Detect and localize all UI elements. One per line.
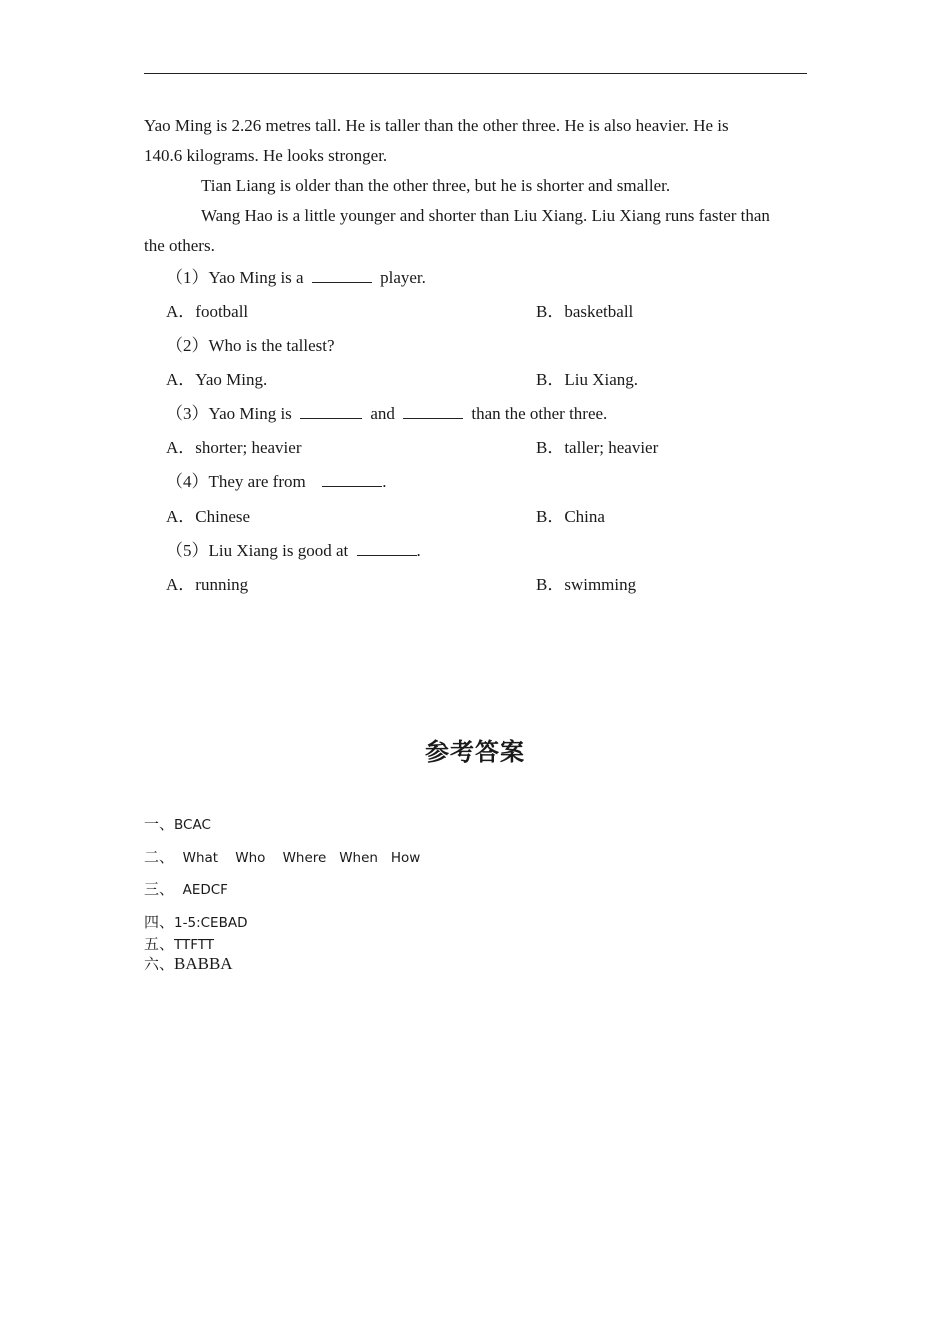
question-text-post: .: [382, 472, 387, 491]
answer-prefix: 三、: [144, 880, 175, 898]
option-a: A．running: [166, 575, 249, 594]
question-text-post: than the other three.: [467, 404, 608, 423]
answer-prefix: 二、: [144, 848, 175, 866]
answer-blank: [300, 404, 362, 419]
passage-line-5: the others.: [144, 236, 215, 255]
passage-line-4: Wang Hao is a little younger and shorter than Liu Xiang. Liu Xiang runs faster than: [201, 206, 770, 225]
option-a: A．Chinese: [166, 507, 251, 526]
answer-prefix: 一、: [144, 815, 175, 833]
passage-line-1: Yao Ming is 2.26 metres tall. He is taller than the other three. He is also heavier. He is: [144, 116, 729, 135]
option-b: B．swimming: [536, 575, 637, 594]
passage-line-2: 140.6 kilograms. He looks stronger.: [144, 146, 388, 165]
question-text-mid: and: [366, 404, 400, 423]
answer-value: 1-5:CEBAD: [174, 915, 248, 931]
option-b: B．taller; heavier: [536, 438, 659, 457]
answer-key-title: 参考答案: [425, 738, 525, 766]
question-text-post: .: [416, 541, 421, 560]
answer-line-1: [144, 813, 211, 834]
answer-line-6: [144, 953, 233, 974]
answer-value: BABBA: [174, 954, 233, 973]
question-number: （1）: [166, 268, 209, 287]
header-rule: [144, 73, 807, 74]
question-number: （3）: [166, 404, 209, 423]
answer-line-4: [144, 911, 247, 932]
option-b: B．China: [536, 507, 605, 526]
answer-line-3: [144, 878, 228, 899]
option-a: A．football: [166, 302, 249, 321]
question-1: [166, 268, 426, 288]
answer-value: TTFTT: [174, 937, 215, 953]
answer-prefix: 六、: [144, 955, 175, 973]
option-a: A．shorter; heavier: [166, 438, 302, 457]
question-number: （4）: [166, 472, 209, 491]
answer-blank: [403, 404, 463, 419]
answer-blank: [312, 268, 372, 283]
question-text-pre: Liu Xiang is good at: [208, 541, 353, 560]
option-a: A．Yao Ming.: [166, 370, 268, 389]
answer-line-5: [144, 933, 214, 954]
question-text-pre: Yao Ming is: [208, 404, 297, 423]
question-text: Who is the tallest?: [208, 336, 335, 355]
passage-line-3: Tian Liang is older than the other three, but he is shorter and smaller.: [201, 176, 671, 195]
answer-value: What Who Where When How: [174, 850, 421, 866]
answer-line-2: [144, 846, 420, 867]
question-number: （5）: [166, 541, 209, 560]
answer-blank: [322, 472, 382, 487]
option-b: B．basketball: [536, 302, 634, 321]
question-2: [166, 336, 335, 356]
answer-value: BCAC: [174, 817, 211, 833]
answer-prefix: 四、: [144, 913, 175, 931]
question-number: （2）: [166, 336, 209, 355]
question-3: [166, 404, 607, 424]
question-text-pre: They are from: [208, 472, 315, 491]
question-4: [166, 472, 386, 492]
answer-prefix: 五、: [144, 935, 175, 953]
answer-value: AEDCF: [174, 882, 228, 898]
question-5: [166, 541, 421, 561]
question-text-post: player.: [375, 268, 426, 287]
question-text-pre: Yao Ming is a: [208, 268, 308, 287]
option-b: B．Liu Xiang.: [536, 370, 638, 389]
answer-blank: [357, 541, 417, 556]
